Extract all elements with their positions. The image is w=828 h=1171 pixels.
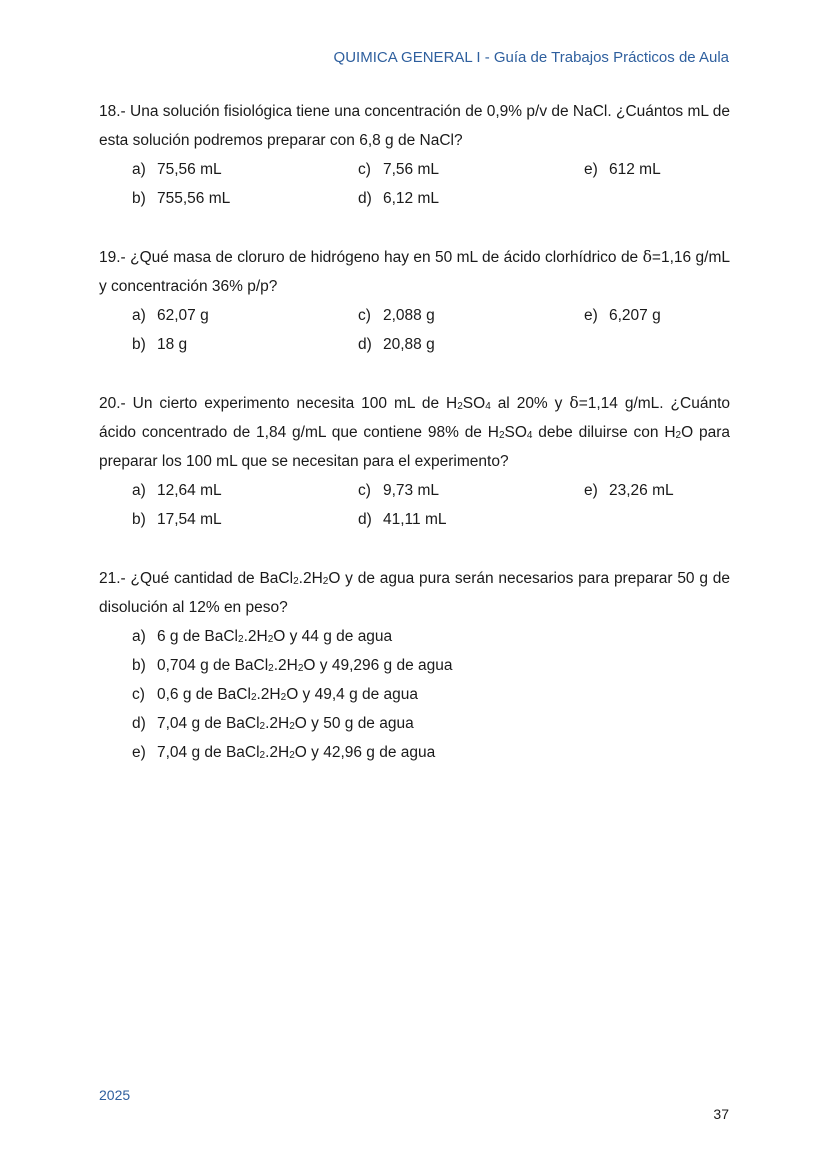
option-b[interactable]: b) 17,54 mL <box>132 510 222 528</box>
option-d[interactable]: d) 6,12 mL <box>358 189 440 207</box>
option-a[interactable]: a) 6 g de $BaCl_2.2H_2O$ y 44 g de agua <box>132 628 393 645</box>
question-19-text: 19.- ¿Qué masa de cloruro de hidrógeno hay en 50 mL de ácido clorhídrico de δ=1,16 g/mL y concentración 36% p/p? <box>99 248 730 295</box>
question-19-options <box>132 301 730 359</box>
option-c[interactable]: c) 2,088 g <box>358 306 435 324</box>
page-header-title: QUIMICA GENERAL I - Guía de Trabajos Prácticos de Aula <box>333 49 729 66</box>
option-d[interactable]: d) 20,88 g <box>358 335 435 353</box>
option-a[interactable]: a) 12,64 mL <box>132 481 222 499</box>
option-a[interactable]: a) 62,07 g <box>132 306 209 324</box>
option-e[interactable]: e) 23,26 mL <box>584 481 674 499</box>
option-c[interactable]: c) 9,73 mL <box>358 481 440 499</box>
option-d[interactable]: d) 41,11 mL <box>358 510 447 528</box>
question-20-options <box>132 476 730 534</box>
delta-symbol: δ <box>642 248 652 266</box>
option-b[interactable]: b) 18 g <box>132 335 188 353</box>
question-21-text: 21.- ¿Qué cantidad de $BaCl_2.2H_2O$ y de agua pura serán necesarios para preparar 50 g de disolución al 12% en peso? <box>99 570 730 616</box>
footer-year: 2025 <box>99 1087 131 1103</box>
option-d[interactable]: d) 7,04 g de $BaCl_2.2H_2O$ y 50 g de agua <box>132 715 414 732</box>
option-c[interactable]: c) 0,6 g de $BaCl_2.2H_2O$ y 49,4 g de agua <box>132 686 419 703</box>
delta-symbol: δ <box>569 394 579 412</box>
page-content <box>99 97 730 797</box>
question-20 <box>99 389 730 534</box>
question-18-text: 18.- Una solución fisiológica tiene una concentración de 0,9% p/v de NaCl. ¿Cuántos mL de esta solución podremos preparar con 6,8 g de NaCl? <box>99 103 730 149</box>
option-b[interactable]: b) 0,704 g de $BaCl_2.2H_2O$ y 49,296 g de agua <box>132 657 453 674</box>
option-c[interactable]: c) 7,56 mL <box>358 160 440 178</box>
question-18 <box>99 97 730 213</box>
option-e[interactable]: e) 612 mL <box>584 160 661 178</box>
option-b[interactable]: b) 755,56 mL <box>132 189 231 207</box>
option-e[interactable]: e) 7,04 g de $BaCl_2.2H_2O$ y 42,96 g de agua <box>132 744 436 761</box>
question-18-options <box>132 155 730 213</box>
option-e[interactable]: e) 6,207 g <box>584 306 661 324</box>
option-a[interactable]: a) 75,56 mL <box>132 160 222 178</box>
question-20-text: 20.- Un cierto experimento necesita 100 mL de $H_2SO_4$ al 20% y δ=1,14 g/mL. ¿Cuánto ácido concentrado de 1,84 g/mL que contiene 98% de $H_2SO_4$ debe diluirse con $H_2O$ para preparar los 100 mL que se necesitan para el experimento? <box>99 394 730 470</box>
page-number: 37 <box>713 1106 729 1122</box>
question-19 <box>99 243 730 359</box>
question-21 <box>99 564 730 767</box>
question-21-options <box>132 622 730 767</box>
